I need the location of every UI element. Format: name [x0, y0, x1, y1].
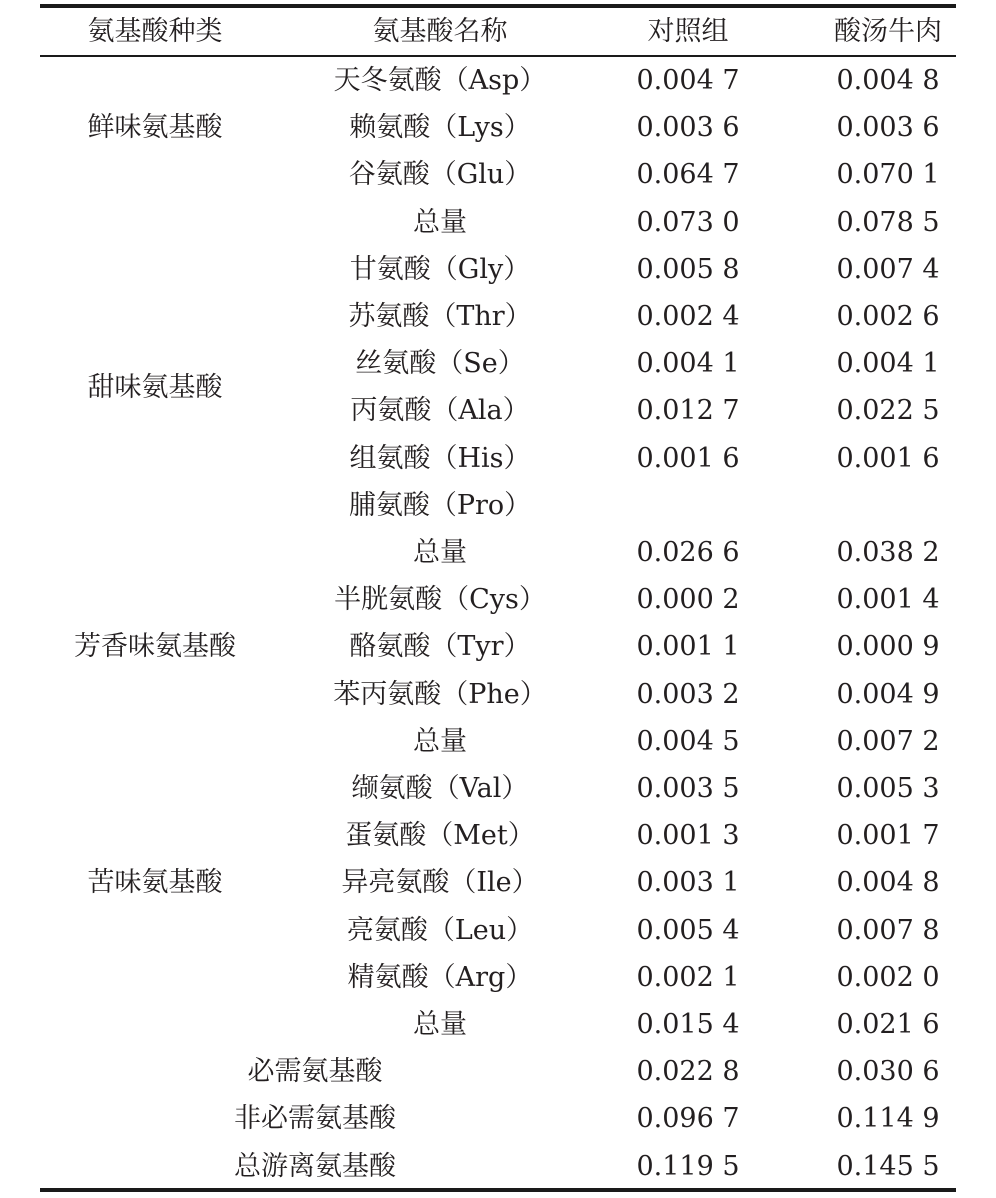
control-value: 0.003 5: [636, 773, 740, 804]
sour-soup-beef-value: 0.001 6: [836, 442, 940, 474]
control-value: 0.000 2: [636, 584, 740, 616]
control-value: 0.003 1: [636, 867, 740, 899]
sour-soup-beef-value: 0.002 6: [836, 301, 940, 332]
group-total-control: 0.015 4: [636, 1009, 740, 1040]
group-total-label: 总量: [413, 1009, 467, 1040]
group-total-beef: 0.078 5: [836, 206, 940, 238]
amino-acid-name: 组氨酸（His）: [349, 442, 531, 474]
amino-acid-name: 缬氨酸（Val）: [351, 773, 529, 804]
amino-acid-name: 脯氨酸（Pro）: [348, 489, 532, 521]
group-total-control: 0.073 0: [636, 206, 740, 238]
amino-acid-name: 亮氨酸（Leu）: [346, 914, 534, 946]
sour-soup-beef-value: 0.007 8: [836, 914, 940, 946]
sour-soup-beef-value: 0.004 8: [836, 867, 940, 899]
control-value: 0.001 3: [636, 820, 740, 852]
group-total-label: 总量: [413, 537, 467, 568]
header-name: 氨基酸名称: [372, 16, 508, 47]
sour-soup-beef-value: 0.007 4: [836, 253, 940, 285]
sour-soup-beef-value: 0.004 8: [836, 65, 940, 96]
group-total-label: 总量: [413, 206, 467, 238]
summary-label: 总游离氨基酸: [234, 1150, 396, 1182]
header-sour-soup-beef: 酸汤牛肉: [834, 16, 942, 47]
summary-control: 0.022 8: [636, 1056, 740, 1088]
control-value: 0.004 1: [636, 348, 740, 380]
amino-acid-name: 天冬氨酸（Asp）: [333, 65, 547, 96]
group-total-control: 0.026 6: [636, 537, 740, 568]
amino-acid-name: 半胱氨酸（Cys）: [334, 584, 546, 616]
summary-beef: 0.114 9: [836, 1103, 940, 1135]
sour-soup-beef-value: 0.002 0: [836, 961, 940, 993]
header-category: 氨基酸种类: [87, 16, 223, 47]
summary-label: 非必需氨基酸: [234, 1103, 396, 1135]
control-value: 0.002 1: [636, 961, 740, 993]
amino-acid-name: 赖氨酸（Lys）: [349, 112, 531, 144]
control-value: 0.001 6: [636, 442, 740, 474]
group-total-beef: 0.007 2: [836, 725, 940, 757]
sour-soup-beef-value: 0.004 9: [836, 678, 940, 710]
amino-acid-name: 苯丙氨酸（Phe）: [333, 678, 547, 710]
amino-acid-name: 甘氨酸（Gly）: [349, 253, 531, 285]
sour-soup-beef-value: [790, 482, 986, 530]
amino-acid-name: 异亮氨酸（Ile）: [341, 867, 539, 899]
category-label: 甜味氨基酸: [87, 371, 223, 403]
group-total-beef: 0.021 6: [836, 1009, 940, 1040]
control-value: 0.012 7: [636, 395, 740, 427]
amino-acid-name: 丝氨酸（Se）: [355, 348, 525, 380]
sour-soup-beef-value: 0.001 7: [836, 820, 940, 852]
amino-acid-name: 丙氨酸（Ala）: [350, 395, 530, 427]
group-total-label: 总量: [413, 725, 467, 757]
sour-soup-beef-value: 0.022 5: [836, 395, 940, 427]
control-value: [590, 482, 786, 530]
amino-acid-name: 酪氨酸（Tyr）: [349, 631, 531, 663]
summary-label: 必需氨基酸: [247, 1056, 383, 1088]
control-value: 0.001 1: [636, 631, 740, 663]
summary-beef: 0.145 5: [836, 1150, 940, 1182]
category-label: 芳香味氨基酸: [74, 631, 236, 663]
category-label: 苦味氨基酸: [87, 867, 223, 899]
group-total-beef: 0.038 2: [836, 537, 940, 568]
control-value: 0.003 2: [636, 678, 740, 710]
control-value: 0.005 4: [636, 914, 740, 946]
sour-soup-beef-value: 0.000 9: [836, 631, 940, 663]
amino-acid-name: 精氨酸（Arg）: [347, 961, 533, 993]
table-bottom-rule: [40, 1188, 956, 1192]
group-total-control: 0.004 5: [636, 725, 740, 757]
amino-acid-name: 苏氨酸（Thr）: [348, 301, 532, 332]
control-value: 0.064 7: [636, 159, 740, 191]
sour-soup-beef-value: 0.001 4: [836, 584, 940, 616]
amino-acid-name: 蛋氨酸（Met）: [345, 820, 535, 852]
control-value: 0.003 6: [636, 112, 740, 144]
summary-control: 0.119 5: [636, 1150, 740, 1182]
control-value: 0.004 7: [636, 65, 740, 96]
amino-acid-name: 谷氨酸（Glu）: [348, 159, 532, 191]
category-label: 鲜味氨基酸: [87, 112, 223, 144]
sour-soup-beef-value: 0.070 1: [836, 159, 940, 191]
header-control: 对照组: [647, 16, 729, 47]
sour-soup-beef-value: 0.005 3: [836, 773, 940, 804]
control-value: 0.002 4: [636, 301, 740, 332]
summary-control: 0.096 7: [636, 1103, 740, 1135]
sour-soup-beef-value: 0.003 6: [836, 112, 940, 144]
control-value: 0.005 8: [636, 253, 740, 285]
summary-beef: 0.030 6: [836, 1056, 940, 1088]
sour-soup-beef-value: 0.004 1: [836, 348, 940, 380]
